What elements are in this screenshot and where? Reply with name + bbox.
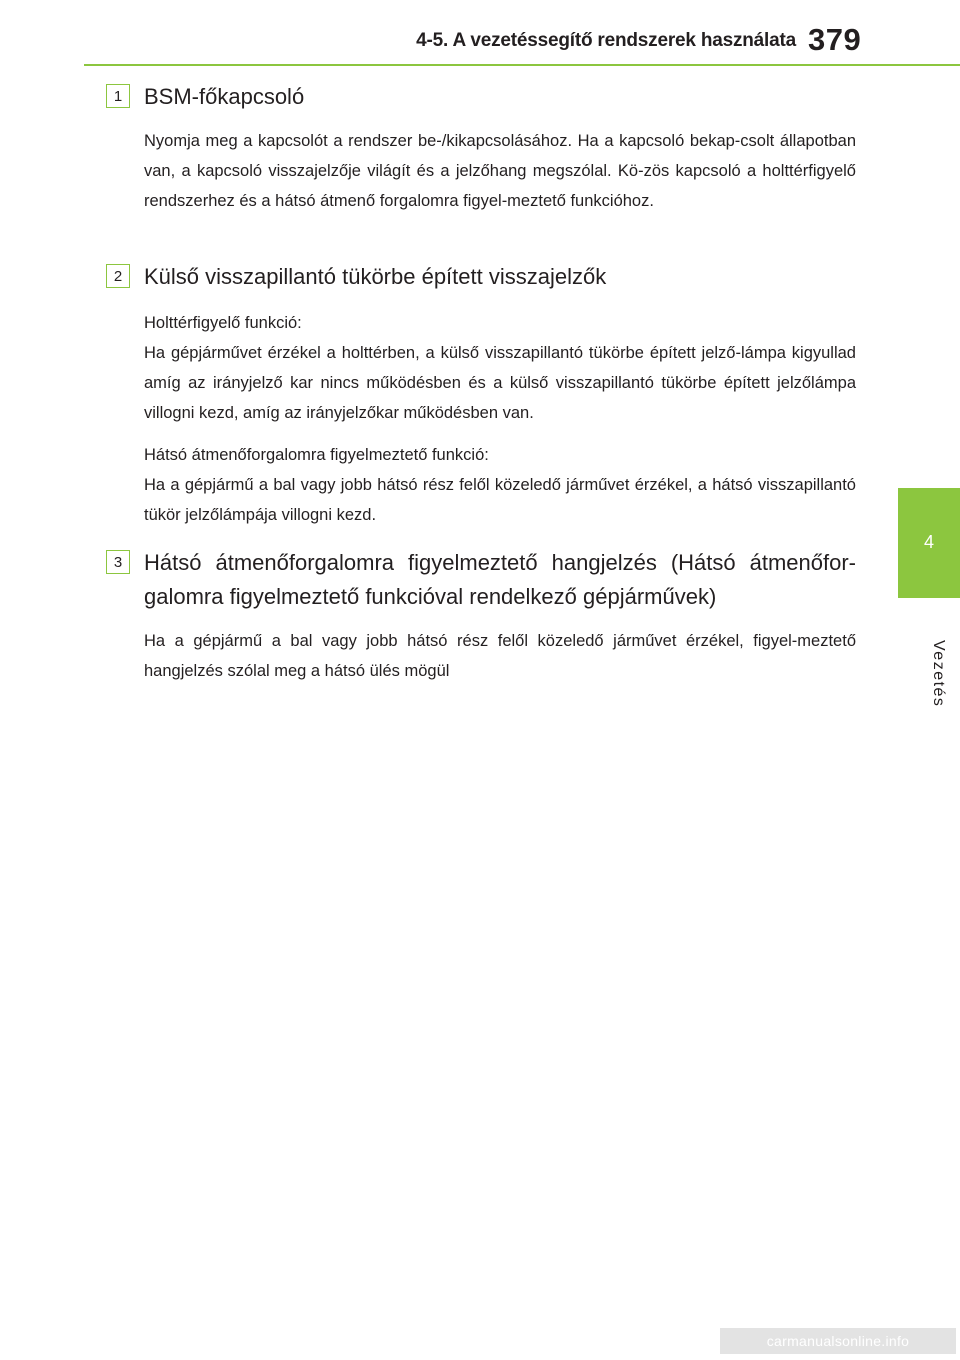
item-paragraph: Ha a gépjármű a bal vagy jobb hátsó rész felől közeledő járművet érzékel, figyel-meztető hangjelzés szólal meg a hátsó ülés mögül: [144, 632, 856, 680]
header-title: 4-5. A vezetéssegítő rendszerek használata: [416, 30, 796, 51]
page-number: 379: [808, 22, 862, 57]
item-number-badge: 3: [106, 550, 130, 574]
item-paragraph: Nyomja meg a kapcsolót a rendszer be-/kikapcsolásához. Ha a kapcsoló bekap-csolt állapotban van, a kapcsoló visszajelzője világít és a jelzőhang megszólal. Kö-zös kapcsoló a holttérfigyelő rendszerhez és a hátsó átmenő forgalomra figyel-meztető funkcióhoz.: [144, 132, 856, 210]
item-paragraph: Hátsó átmenőforgalomra figyelmeztető funkció: Ha a gépjármű a bal vagy jobb hátsó rész felől közeledő járművet érzékel, a hátsó visszapillantó tükör jelzőlámpája villogni kezd.: [144, 446, 856, 524]
item-3: [106, 546, 856, 686]
chapter-label: Vezetés: [930, 640, 947, 708]
item-number-badge: 1: [106, 84, 130, 108]
item-heading: Külső visszapillantó tükörbe épített visszajelzők: [144, 264, 607, 289]
chapter-number: 4: [923, 532, 934, 552]
item-1: [106, 80, 856, 216]
item-heading: Hátsó átmenőforgalomra figyelmeztető hangjelzés (Hátsó átmenőfor-galomra figyelmeztető funkcióval rendelkező gépjárművek): [144, 550, 856, 609]
item-heading: BSM-főkapcsoló: [144, 84, 305, 109]
watermark: carmanualsonline.info: [720, 1328, 956, 1354]
chapter-tab: [898, 488, 960, 598]
item-number-badge: 2: [106, 264, 130, 288]
item-paragraph: Holttérfigyelő funkció: Ha gépjárművet érzékel a holttérben, a külső visszapillantó tükörbe épített jelző-lámpa kigyullad amíg az irányjelző kar nincs működésben és a külső visszapillantó tükörbe épített jelzőlámpa villogni kezd, amíg az irányjelzőkar működésben van.: [144, 314, 856, 422]
item-2: [106, 260, 856, 530]
header-divider: [84, 64, 960, 66]
